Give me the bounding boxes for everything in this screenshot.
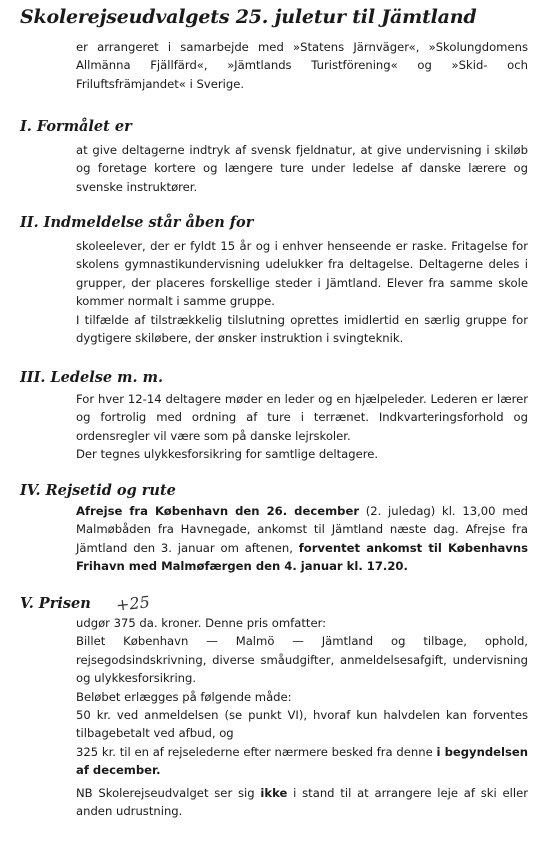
price-text: udgør 375 da. kroner. Denne pris omfatter: — [76, 616, 327, 630]
section-heading-5: V. Prisen — [20, 595, 91, 612]
section-text: skoleelever, der er fyldt 15 år og i enhver henseende er raske. Fritagelse for skolens gymnastikundervisning udelukker fra deltagelse. Deltagerne deles i grupper, der placeres forskellige steder i Jämtland. Elever fra samme skole kommer normalt i samme gruppe. — [76, 239, 528, 309]
document-title: Skolerejseudvalgets 25. juletur til Jämtland — [20, 6, 477, 28]
payment-2-plain: 325 kr. til en af rejselederne efter nærmere besked fra denne — [76, 744, 437, 759]
section-body-5 — [76, 614, 528, 820]
nb-bold: ikke — [260, 785, 288, 800]
section-heading-1: I. Formålet er — [20, 118, 132, 135]
section-body-4 — [76, 502, 528, 576]
payment-1: 50 kr. ved anmeldelsen (se punkt VI), hvoraf kun halvdelen kan forventes tilbagebetalt ved afbud, og — [76, 708, 528, 741]
payment-intro: Beløbet erlægges på følgende måde: — [76, 689, 292, 704]
nb-note — [76, 784, 528, 821]
section-text — [76, 502, 528, 576]
section-body-1 — [76, 141, 528, 196]
section-heading-2: II. Indmeldelse står åben for — [20, 214, 254, 231]
handwritten-annotation: +25 — [115, 592, 151, 615]
departure-plain: (2. juledag) kl. 13,00 med Malmøbåden fra Havnegade, ankomst til Jämtland næste dag. Afrejse fra Jämtland den 3. januar om aftenen, — [76, 504, 528, 555]
nb-post: i stand til at arrangere leje af ski eller anden udrustning. — [76, 785, 528, 819]
arrival-bold: forventet ankomst til Københavns Frihavn med Malmøfærgen den 4. januar kl. 17.20. — [76, 540, 528, 574]
section-heading-4: IV. Rejsetid og rute — [20, 482, 176, 499]
payment-2-bold: i begyndelsen af december. — [76, 744, 529, 778]
includes-text: Billet København — Malmö — Jämtland og tilbage, ophold, rejsegodsindskrivning, diverse småudgifter, anmeldelsesafgift, undervisning og ulykkesforsikring. — [76, 634, 528, 686]
payment-2 — [76, 743, 528, 780]
departure-bold: Afrejse fra København den 26. december — [76, 504, 360, 518]
section-text: Der tegnes ulykkesforsikring for samtlige deltagere. — [76, 447, 379, 462]
section-body-2 — [76, 237, 528, 347]
intro-paragraph — [76, 38, 528, 93]
section-text: For hver 12-14 deltagere møder en leder og en hjælpeleder. Lederen er lærer og fortrolig med ordning af ture i terrænet. Indkvarteringsforhold og ordensregler vil være som på danske lejrskoler. — [76, 392, 528, 443]
section-text: I tilfælde af tilstrækkelig tilslutning oprettes imidlertid en særlig gruppe for dygtigere skiløbere, der ønsker instruktion i svingteknik. — [76, 312, 528, 346]
nb-pre: NB Skolerejseudvalget ser sig — [76, 785, 261, 800]
section-text: at give deltagerne indtryk af svensk fjeldnatur, at give undervisning i skiløb og foretage kortere og længere ture under ledelse af danske lærere og svenske instruktører. — [76, 143, 528, 194]
section-body-3 — [76, 390, 528, 464]
section-heading-3: III. Ledelse m. m. — [20, 369, 164, 386]
intro-text: er arrangeret i samarbejde med »Statens Järnväger«, »Skolungdomens Allmänna Fjällfärd«, »Jämtlands Turistförening« og »Skid- och Friluftsfrämjandet« i Sverige. — [76, 40, 528, 91]
